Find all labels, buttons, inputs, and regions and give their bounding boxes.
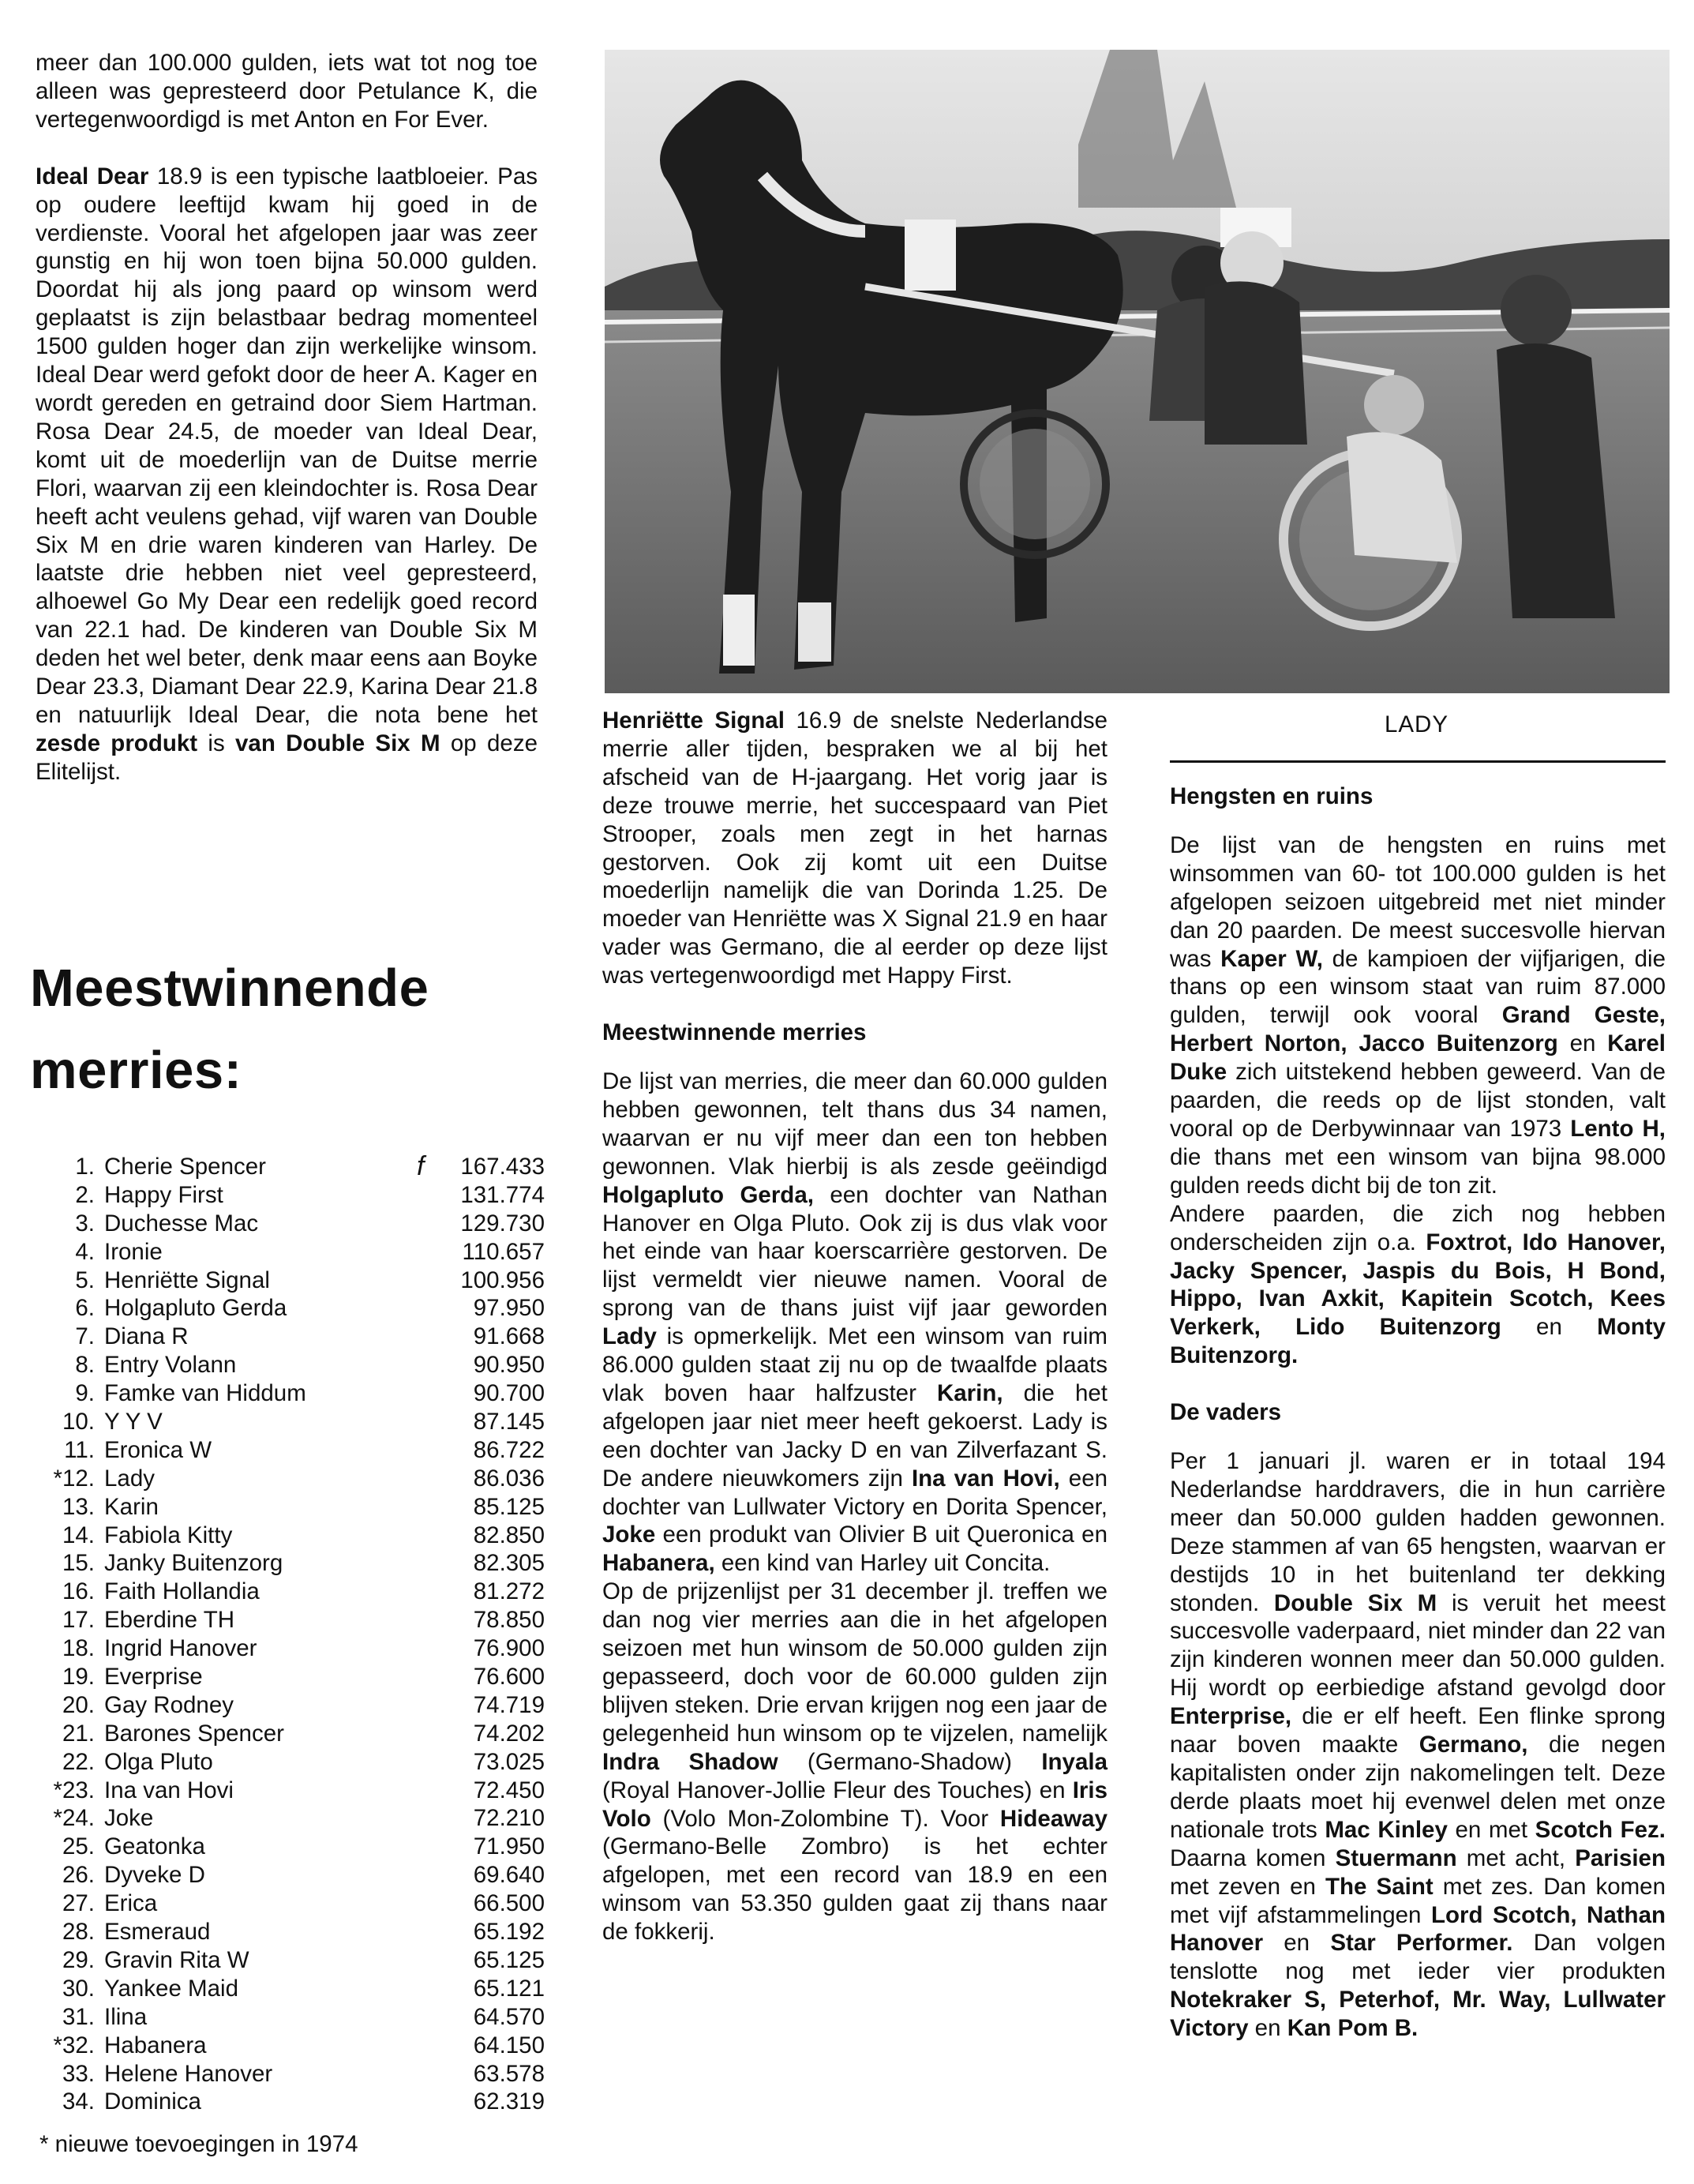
list-rank: 1. [75, 1154, 95, 1180]
list-name: Holgapluto Gerda [104, 1295, 287, 1322]
list-amount: 167.433 [460, 1154, 545, 1180]
list-item [39, 1181, 545, 1210]
list-rank: 14. [62, 1522, 95, 1548]
list-amount: 78.850 [473, 1607, 545, 1634]
divider-rule [1170, 760, 1666, 763]
list-item [39, 1408, 545, 1436]
list-rank: 11. [64, 1436, 95, 1463]
list-amount: 97.950 [473, 1295, 545, 1322]
list-item [39, 1918, 545, 1946]
left-paragraph-ideal-dear: Ideal Dear 18.9 is een typische laatbloeier. Pas op oudere leeftijd kwam hij goed in de verdienste. Vooral het afgelopen jaar was zeer gunstig en hij won toen bijna 50.000 gulden. Doordat hij als jong paard op winsom werd geplaatst is zijn belastbaar bedrag momenteel 1500 gulden hoger dan zijn werkelijke winsom. Ideal Dear werd gefokt door de heer A. Kager en wordt gereden en getraind door Siem Hartman. Rosa Dear 24.5, de moeder van Ideal Dear, komt uit de moederlijn van de Duitse merrie Flori, waarvan zij een kleindochter is. Rosa Dear heeft acht veulens gehad, vijf waren van Double Six M en drie waren kinderen van Harley. De laatste drie hebben niet veel gepresteerd, alhoewel Go My Dear een redelijk goed record van 22.1 had. De kinderen van Double Six M deden het wel beter, denk maar eens aan Boyke Dear 23.3, Diamant Dear 22.9, Karina Dear 21.8 en natuurlijk Ideal Dear, die nota bene het zesde produkt is van Double Six M op deze Elitelijst. [36, 163, 538, 785]
list-rank: 29. [62, 1946, 95, 1973]
list-name: Fabiola Kitty [104, 1522, 233, 1548]
subhead-hengsten-en-ruins: Hengsten en ruins [1170, 783, 1374, 809]
list-name: Erica [104, 1890, 158, 1917]
list-item [39, 1522, 545, 1550]
photo-lady [605, 50, 1670, 693]
list-amount: 81.272 [473, 1578, 545, 1605]
list-rank: 5. [75, 1266, 95, 1293]
list-name: Helene Hanover [104, 2060, 273, 2087]
list-item [39, 1266, 545, 1295]
list-name: Diana R [104, 1323, 189, 1350]
middle-column [602, 707, 1107, 1946]
list-rank: 27. [62, 1890, 95, 1917]
list-item [39, 1946, 545, 1975]
list-amount: 85.125 [473, 1493, 545, 1520]
list-amount: 91.668 [473, 1323, 545, 1350]
list-amount: 72.210 [473, 1805, 545, 1832]
list-name: Geatonka [104, 1833, 205, 1860]
list-name: Dyveke D [104, 1862, 205, 1889]
right-paragraph-3: Per 1 januari jl. waren er in totaal 194 Nederlandse harddravers, die in hun carrière meer dan 50.000 gulden hadden gewonnen. Deze stammen af van 65 hengsten, waarvan er destijds 10 in het buitenland ter dekking stonden. Double Six M is veruit het meest succesvolle vaderpaard, niet minder dan 22 van zijn kinderen wonnen meer dan 50.000 gulden. Hij wordt op eerbiedige afstand gevolgd door Enterprise, die er elf heeft. Een flinke sprong naar boven maakte Germano, die negen kapitalisten onder zijn nakomelingen telt. Deze derde plaats moet hij evenwel delen met onze nationale trots Mac Kinley en met Scotch Fez. Daarna komen Stuermann met acht, Parisien met zeven en The Saint met zes. Dan komen met vijf afstammelingen Lord Scotch, Nathan Hanover en Star Performer. Dan volgen tenslotte nog met ieder vier produkten Notekraker S, Peterhof, Mr. Way, Lullwater Victory en Kan Pom B. [1170, 1448, 1666, 2042]
list-amount: 69.640 [473, 1862, 545, 1889]
list-item [39, 1634, 545, 1663]
list-item [39, 1436, 545, 1465]
list-name: Karin [104, 1493, 159, 1520]
list-rank: 21. [62, 1720, 95, 1747]
list-amount: 82.305 [473, 1550, 545, 1577]
list-amount: 76.900 [473, 1635, 545, 1662]
list-amount: 74.719 [473, 1691, 545, 1718]
list-item [39, 1777, 545, 1805]
list-item [39, 1379, 545, 1408]
list-amount: 63.578 [473, 2060, 545, 2087]
right-paragraph-2: Andere paarden, die zich nog hebben onderscheiden zijn o.a. Foxtrot, Ido Hanover, Jacky Spencer, Jaspis du Bois, H Bond, Hippo, Ivan Axkit, Kapitein Scotch, Kees Verkerk, Lido Buitenzorg en Monty Buitenzorg. [1170, 1200, 1666, 1369]
list-rank: 13. [62, 1493, 95, 1520]
list-name: Y Y V [104, 1409, 163, 1435]
list-item [39, 1691, 545, 1720]
list-amount: 73.025 [473, 1748, 545, 1775]
list-item [39, 1323, 545, 1351]
list-rank: *23. [53, 1777, 95, 1803]
list-amount: 129.730 [460, 1210, 545, 1236]
list-item [39, 1861, 545, 1889]
list-item [39, 1833, 545, 1861]
list-item [39, 1238, 545, 1266]
list-name: Dominica [104, 2088, 201, 2115]
list-name: Happy First [104, 1181, 223, 1208]
list-name: Eberdine TH [104, 1607, 235, 1634]
list-rank: *32. [53, 2032, 95, 2058]
list-item [39, 1663, 545, 1691]
list-name: Habanera [104, 2032, 207, 2058]
list-item [39, 2032, 545, 2060]
list-amount: 65.125 [473, 1946, 545, 1973]
list-amount: 62.319 [473, 2088, 545, 2115]
subhead-de-vaders: De vaders [1170, 1399, 1282, 1426]
list-rank: 9. [75, 1380, 95, 1407]
list-rank: 10. [62, 1409, 95, 1435]
list-amount: 74.202 [473, 1720, 545, 1747]
list-rank: 25. [62, 1833, 95, 1860]
left-paragraph-1: meer dan 100.000 gulden, iets wat tot nog toe alleen was gepresteerd door Petulance K, die vertegenwoordigd is met Anton en For Ever. [36, 50, 538, 133]
list-name: Cherie Spencer [104, 1154, 266, 1180]
list-name: Janky Buitenzorg [104, 1550, 283, 1577]
list-amount: 87.145 [473, 1409, 545, 1435]
middle-paragraph-2: De lijst van merries, die meer dan 60.000 gulden hebben gewonnen, telt thans dus 34 namen, waarvan er nu vijf meer dan een ton hebben gewonnen. Vlak hierbij is als zesde geëindigd Holgapluto Gerda, een dochter van Nathan Hanover en Olga Pluto. Ook zij is dus vlak voor het einde van haar koerscarrière gestorven. De lijst vermeldt vier nieuwe namen. Vooral de sprong van de thans juist vijf jaar geworden Lady is opmerkelijk. Met een winsom van ruim 86.000 gulden staat zij nu op de twaalfde plaats vlak boven haar halfzuster Karin, die het afgelopen jaar niet meer heeft gekoerst. Lady is een dochter van Jacky D en van Zilverfazant S. De andere nieuwkomers zijn Ina van Hovi, een dochter van Lullwater Victory en Dorita Spencer, Joke een produkt van Olivier B uit Queronica en Habanera, een kind van Harley uit Concita. [602, 1068, 1108, 1577]
list-item [39, 1748, 545, 1777]
list-amount: 110.657 [462, 1238, 545, 1265]
list-name: Famke van Hiddum [104, 1380, 306, 1407]
list-item [39, 1153, 545, 1181]
middle-paragraph-henriette: Henriëtte Signal 16.9 de snelste Nederlandse merrie aller tijden, bespraken we al bij het afscheid van de H-jaargang. Het vorig jaar is deze trouwe merrie, het succespaard van Piet Strooper, zoals men zegt in het harnas gestorven. Ook zij komt uit een Duitse moederlijn namelijk die van Dorinda 1.25. De moeder van Henriëtte was X Signal 21.9 en haar vader was Germano, die al eerder op deze lijst was vertegenwoordigd met Happy First. [602, 707, 1108, 989]
list-amount: 72.450 [473, 1777, 545, 1803]
list-amount: 86.722 [473, 1436, 545, 1463]
list-rank: 2. [75, 1181, 95, 1208]
list-heading: Meestwinnende merries: [30, 959, 429, 1100]
list-name: Olga Pluto [104, 1748, 213, 1775]
list-name: Gravin Rita W [104, 1946, 249, 1973]
list-amount: 64.150 [473, 2032, 545, 2058]
list-item [39, 1975, 545, 2003]
list-item [39, 1493, 545, 1522]
list-name: Eronica W [104, 1436, 212, 1463]
list-rank: 30. [62, 1975, 95, 2002]
list-rank: 15. [62, 1550, 95, 1577]
right-paragraph-1: De lijst van de hengsten en ruins met winsommen van 60- tot 100.000 gulden is het afgelopen seizoen uitgebreid met niet minder dan 20 paarden. De meest succesvolle hiervan was Kaper W, de kampioen der vijfjarigen, die thans op een winsom staat van ruim 87.000 gulden, terwijl ook vooral Grand Geste, Herbert Norton, Jacco Buitenzorg en Karel Duke zich uitstekend hebben geweerd. Van de paarden, die reeds op de lijst stonden, valt vooral op de Derbywinnaar van 1973 Lento H, die thans met een winsom van bijna 98.000 gulden reeds dicht bij de ton zit. [1170, 831, 1666, 1199]
list-rank: 28. [62, 1919, 95, 1946]
list-amount: 64.570 [473, 2003, 545, 2030]
list-rank: 3. [75, 1210, 95, 1236]
list-name: Gay Rodney [104, 1691, 234, 1718]
list-item [39, 1804, 545, 1833]
list-amount: 65.192 [473, 1919, 545, 1946]
list-item [39, 1606, 545, 1634]
list-item [39, 2060, 545, 2088]
list-name: Ina van Hovi [104, 1777, 234, 1803]
list-rank: *24. [53, 1805, 95, 1832]
list-name: Ilina [104, 2003, 148, 2030]
currency-symbol: f [417, 1151, 425, 1181]
list-name: Lady [104, 1465, 155, 1492]
list-rank: *12. [53, 1465, 95, 1492]
list-rank: 17. [62, 1607, 95, 1634]
list-amount: 82.850 [473, 1522, 545, 1548]
list-name: Faith Hollandia [104, 1578, 260, 1605]
subhead-meestwinnende-merries: Meestwinnende merries [602, 1019, 867, 1046]
list-name: Joke [104, 1805, 154, 1832]
list-name: Yankee Maid [104, 1975, 238, 2002]
list-item [39, 2003, 545, 2032]
list-amount: 71.950 [473, 1833, 545, 1860]
list-rank: 4. [75, 1238, 95, 1265]
list-rank: 33. [62, 2060, 95, 2087]
list-item [39, 1549, 545, 1578]
list-item [39, 1465, 545, 1493]
list-name: Duchesse Mac [104, 1210, 259, 1236]
list-item [39, 1578, 545, 1606]
list-name: Everprise [104, 1664, 203, 1691]
list-rank: 16. [62, 1578, 95, 1605]
list-rank: 18. [62, 1635, 95, 1662]
list-amount: 90.700 [473, 1380, 545, 1407]
list-rank: 26. [62, 1862, 95, 1889]
list-name: Ingrid Hanover [104, 1635, 257, 1662]
list-amount: 76.600 [473, 1664, 545, 1691]
list-item [39, 1720, 545, 1748]
list-rank: 34. [62, 2088, 95, 2115]
right-column [1170, 782, 1666, 2043]
list-name: Henriëtte Signal [104, 1266, 270, 1293]
list-amount: 100.956 [460, 1266, 545, 1293]
list-rank: 31. [62, 2003, 95, 2030]
list-item [39, 1889, 545, 1918]
list-rank: 7. [75, 1323, 95, 1350]
list-item [39, 1294, 545, 1323]
list-rank: 6. [75, 1295, 95, 1322]
list-amount: 131.774 [460, 1181, 545, 1208]
list-name: Ironie [104, 1238, 163, 1265]
left-column [36, 49, 538, 786]
list-item [39, 2088, 545, 2116]
list-amount: 65.121 [473, 1975, 545, 2002]
list-name: Esmeraud [104, 1919, 211, 1946]
list-name: Entry Volann [104, 1352, 237, 1379]
mares-list [39, 1153, 545, 2116]
list-item [39, 1351, 545, 1379]
list-rank: 22. [62, 1748, 95, 1775]
footnote: * nieuwe toevoegingen in 1974 [39, 2131, 358, 2157]
list-amount: 90.950 [473, 1352, 545, 1379]
middle-paragraph-3: Op de prijzenlijst per 31 december jl. treffen we dan nog vier merries aan die in het afgelopen seizoen met hun winsom de 50.000 gulden zijn gepasseerd, doch voor de 60.000 gulden zijn blijven steken. Drie ervan krijgen nog een jaar de gelegenheid hun winsom op te vijzelen, namelijk Indra Shadow (Germano-Shadow) Inyala (Royal Hanover-Jollie Fleur des Touches) en Iris Volo (Volo Mon-Zolombine T). Voor Hideaway (Germano-Belle Zombro) is het echter afgelopen, met een record van 18.9 en een winsom van 53.350 gulden gaat zij thans naar de fokkerij. [602, 1578, 1107, 1946]
list-rank: 8. [75, 1352, 95, 1379]
list-rank: 20. [62, 1691, 95, 1718]
list-amount: 86.036 [473, 1465, 545, 1492]
photo-caption: LADY [1384, 711, 1449, 737]
list-item [39, 1210, 545, 1238]
list-amount: 66.500 [473, 1890, 545, 1917]
list-name: Barones Spencer [104, 1720, 284, 1747]
lead-ideal-dear: Ideal Dear [36, 163, 149, 190]
list-rank: 19. [62, 1664, 95, 1691]
